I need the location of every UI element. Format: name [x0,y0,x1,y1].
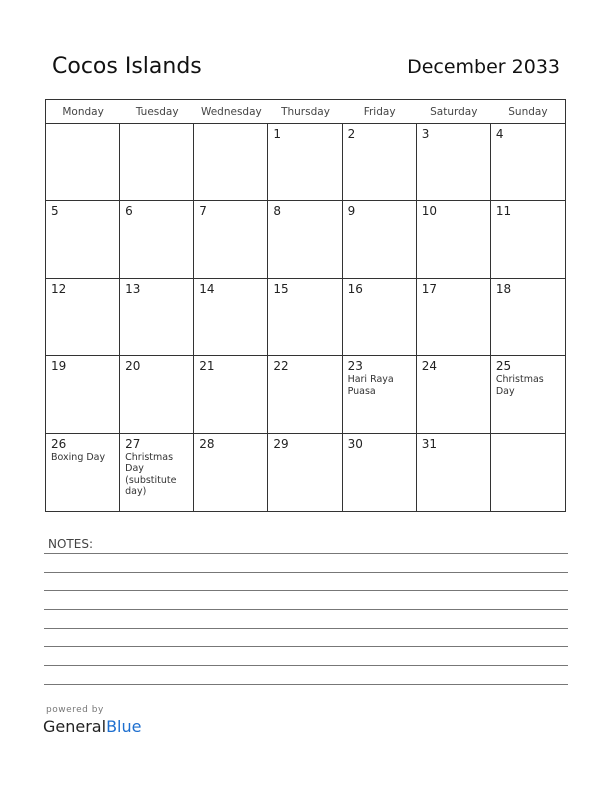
day-number: 18 [495,281,512,296]
day-cell [417,434,491,511]
day-cell [343,201,417,278]
notes-label: NOTES: [48,537,93,551]
day-cell [194,279,268,356]
weekday-header: Monday [46,100,120,124]
holiday-label: Christmas Day [495,374,544,397]
day-number: 14 [199,281,215,296]
day-cell [46,356,120,433]
day-number: 21 [199,359,215,374]
day-cell [46,279,120,356]
day-cell [417,356,491,433]
day-number: 1 [273,127,282,141]
day-number: 5 [51,204,59,219]
day-number: 12 [51,281,67,296]
day-number: 23 [347,359,363,374]
weekday-header: Wednesday [194,100,268,124]
calendar-month-title: December 2033 [407,56,560,78]
holiday-label: Christmas Day (substitute day) [125,451,177,498]
day-cell [491,124,565,201]
weekday-header: Sunday [491,100,565,124]
day-number: 7 [199,204,207,219]
generalblue-logo [43,717,141,736]
day-number: 17 [421,281,437,296]
day-cell [120,356,194,433]
day-number: 4 [495,127,504,141]
day-number: 15 [273,281,289,296]
day-number: 6 [125,204,133,219]
day-cell [343,124,417,201]
holiday-label: Boxing Day [51,451,106,463]
day-cell [343,434,417,511]
day-number: 16 [347,281,363,296]
day-cell [194,356,268,433]
notes-line [44,572,568,573]
day-cell [46,434,120,511]
day-cell [46,124,120,201]
day-cell [491,434,565,511]
day-number: 29 [273,436,289,451]
day-number: 28 [199,436,215,451]
notes-line [44,646,568,647]
day-number: 31 [421,436,437,451]
day-cell [417,279,491,356]
notes-line [44,665,568,666]
day-number: 26 [51,436,67,451]
day-cell [343,356,417,433]
day-cell [491,201,565,278]
day-cell [194,124,268,201]
day-number: 25 [495,359,512,374]
day-cell [120,124,194,201]
day-number: 27 [125,436,141,451]
notes-line [44,590,568,591]
day-cell [268,356,342,433]
day-number: 30 [347,436,363,451]
calendar-grid [45,99,566,512]
day-cell [343,279,417,356]
day-cell [120,279,194,356]
notes-line [44,628,568,629]
day-number: 2 [347,127,356,141]
powered-by-text: powered by [46,705,104,715]
notes-line [44,553,568,554]
weekday-header: Tuesday [120,100,194,124]
day-cell [491,279,565,356]
day-cell [194,201,268,278]
day-number: 11 [495,204,512,219]
notes-line [44,609,568,610]
day-number: 3 [421,127,430,141]
day-number: 8 [273,204,282,219]
day-number: 10 [421,204,437,219]
brand-blue: Blue [106,717,142,736]
day-cell [268,124,342,201]
day-cell [417,201,491,278]
day-cell [491,356,565,433]
weekday-header: Saturday [417,100,491,124]
weekday-header: Thursday [268,100,342,124]
notes-line [44,684,568,685]
weekday-header: Friday [343,100,417,124]
day-number: 24 [421,359,437,374]
day-cell [120,434,194,511]
day-number: 9 [347,204,356,219]
calendar-country-title: Cocos Islands [52,54,202,79]
day-number: 13 [125,281,141,296]
day-cell [120,201,194,278]
day-number: 20 [125,359,141,374]
holiday-label: Hari Raya Puasa [347,374,394,397]
day-cell [268,279,342,356]
day-cell [268,434,342,511]
brand-general: General [43,717,107,736]
day-cell [417,124,491,201]
day-number: 22 [273,359,289,374]
day-cell [194,434,268,511]
day-cell [46,201,120,278]
day-cell [268,201,342,278]
day-number: 19 [51,359,67,374]
